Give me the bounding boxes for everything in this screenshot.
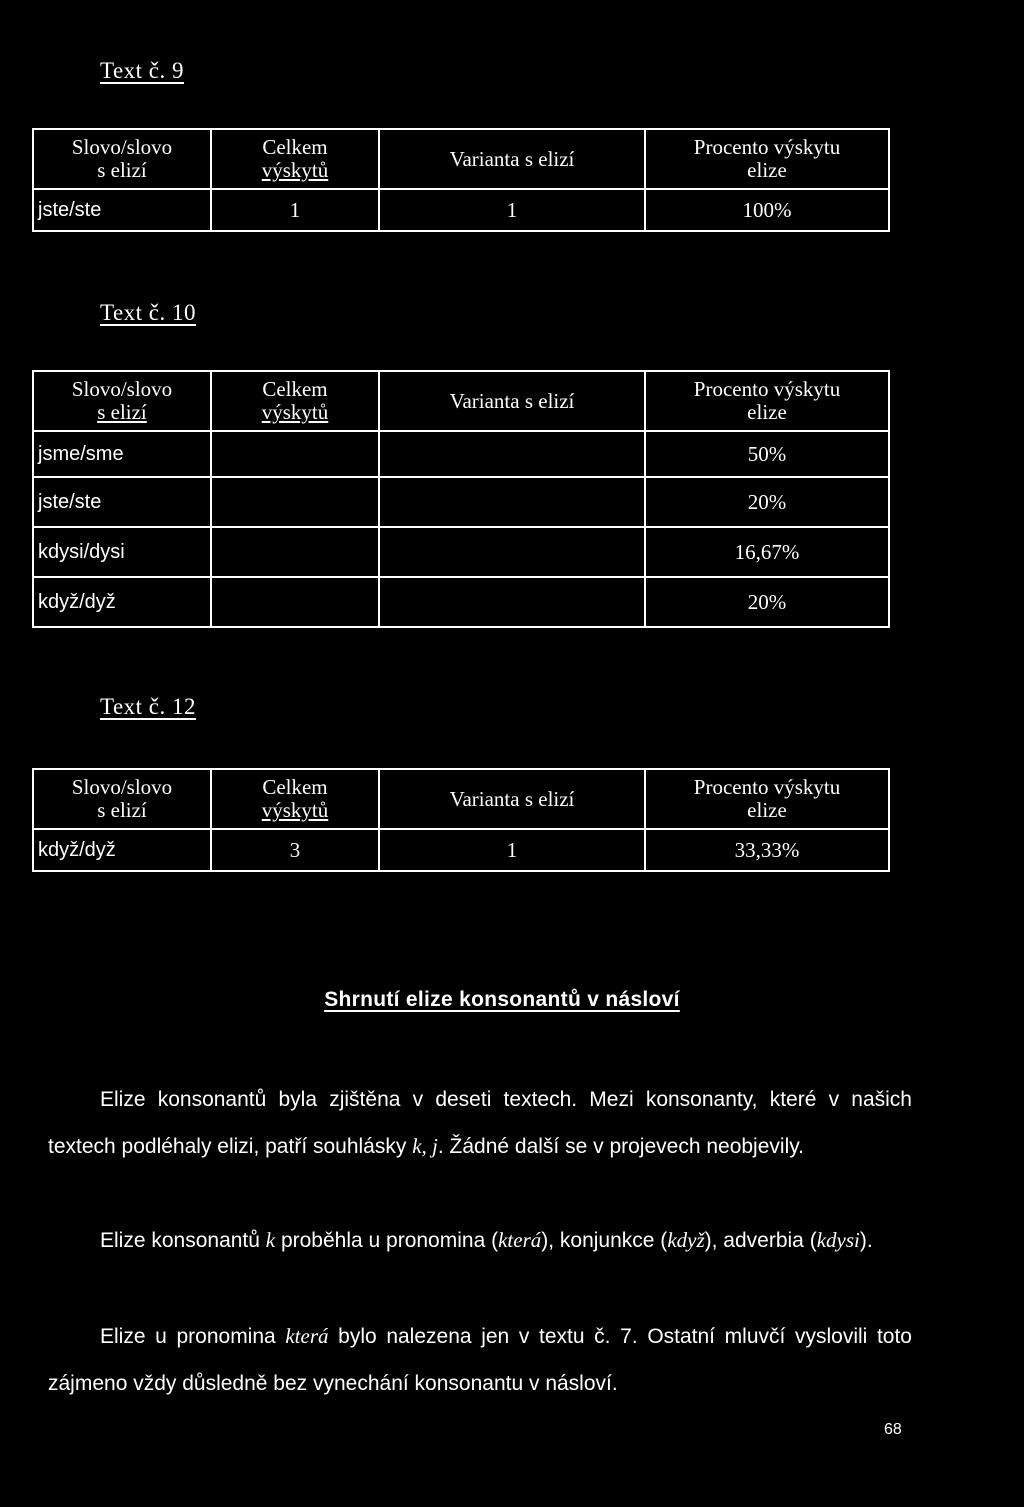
table-row xyxy=(33,431,889,477)
cell-variant: 1 xyxy=(379,829,645,871)
header-variant: Varianta s elizí xyxy=(379,371,645,431)
cell-total: 3 xyxy=(211,829,379,871)
page-number: 68 xyxy=(884,1421,902,1438)
table-row xyxy=(33,527,889,577)
header-variant: Varianta s elizí xyxy=(379,129,645,189)
cell-variant xyxy=(379,431,645,477)
header-total: Celkem výskytů xyxy=(211,769,379,829)
cell-variant xyxy=(379,477,645,527)
cell-percent: 33,33% xyxy=(645,829,889,871)
summary-paragraph-1: Elize konsonantů byla zjištěna v deseti textech. Mezi konsonanty, které v našich textech podléhaly elizi, patří souhlásky k, j. Žádné další se v projevech neobjevily. xyxy=(48,1088,912,1158)
cell-total xyxy=(211,577,379,627)
table-text-12 xyxy=(32,768,890,872)
table-row xyxy=(33,189,889,231)
cell-word: když/dyž xyxy=(33,577,211,627)
cell-percent: 20% xyxy=(645,577,889,627)
cell-variant xyxy=(379,527,645,577)
table-text-9 xyxy=(32,128,890,232)
header-variant: Varianta s elizí xyxy=(379,769,645,829)
table-header-row xyxy=(33,769,889,829)
cell-variant xyxy=(379,577,645,627)
cell-total xyxy=(211,527,379,577)
cell-word: jste/ste xyxy=(33,477,211,527)
cell-word: jste/ste xyxy=(33,189,211,231)
cell-word: jsme/sme xyxy=(33,431,211,477)
header-percent: Procento výskytu elize xyxy=(645,769,889,829)
cell-total xyxy=(211,477,379,527)
cell-total xyxy=(211,431,379,477)
header-word: Slovo/slovo s elizí xyxy=(33,769,211,829)
header-total: Celkem výskytů xyxy=(211,129,379,189)
header-word: Slovo/slovo s elizí xyxy=(33,129,211,189)
header-word: Slovo/slovo s elizí xyxy=(33,371,211,431)
header-total: Celkem výskytů xyxy=(211,371,379,431)
header-percent: Procento výskytu elize xyxy=(645,371,889,431)
table-header-row xyxy=(33,371,889,431)
cell-percent: 16,67% xyxy=(645,527,889,577)
table-header-row xyxy=(33,129,889,189)
cell-variant: 1 xyxy=(379,189,645,231)
cell-percent: 20% xyxy=(645,477,889,527)
table-heading-text-10: Text č. 10 xyxy=(100,300,197,325)
cell-word: kdysi/dysi xyxy=(33,527,211,577)
table-row xyxy=(33,577,889,627)
table-heading-text-9: Text č. 9 xyxy=(100,58,185,83)
cell-percent: 100% xyxy=(645,189,889,231)
summary-heading: Shrnutí elize konsonantů v násloví xyxy=(324,988,680,1011)
cell-total: 1 xyxy=(211,189,379,231)
table-row xyxy=(33,477,889,527)
summary-paragraph-2: Elize konsonantů k proběhla u pronomina (která), konjunkce (když), adverbia (kdysi). xyxy=(100,1228,873,1252)
table-row xyxy=(33,829,889,871)
table-heading-text-12: Text č. 12 xyxy=(100,694,197,719)
cell-percent: 50% xyxy=(645,431,889,477)
cell-word: když/dyž xyxy=(33,829,211,871)
table-text-10 xyxy=(32,370,890,628)
summary-paragraph-3: Elize u pronomina která bylo nalezena jen v textu č. 7. Ostatní mluvčí vyslovili toto zájmeno vždy důsledně bez vynechání konsonantu v násloví. xyxy=(48,1324,912,1395)
header-percent: Procento výskytu elize xyxy=(645,129,889,189)
